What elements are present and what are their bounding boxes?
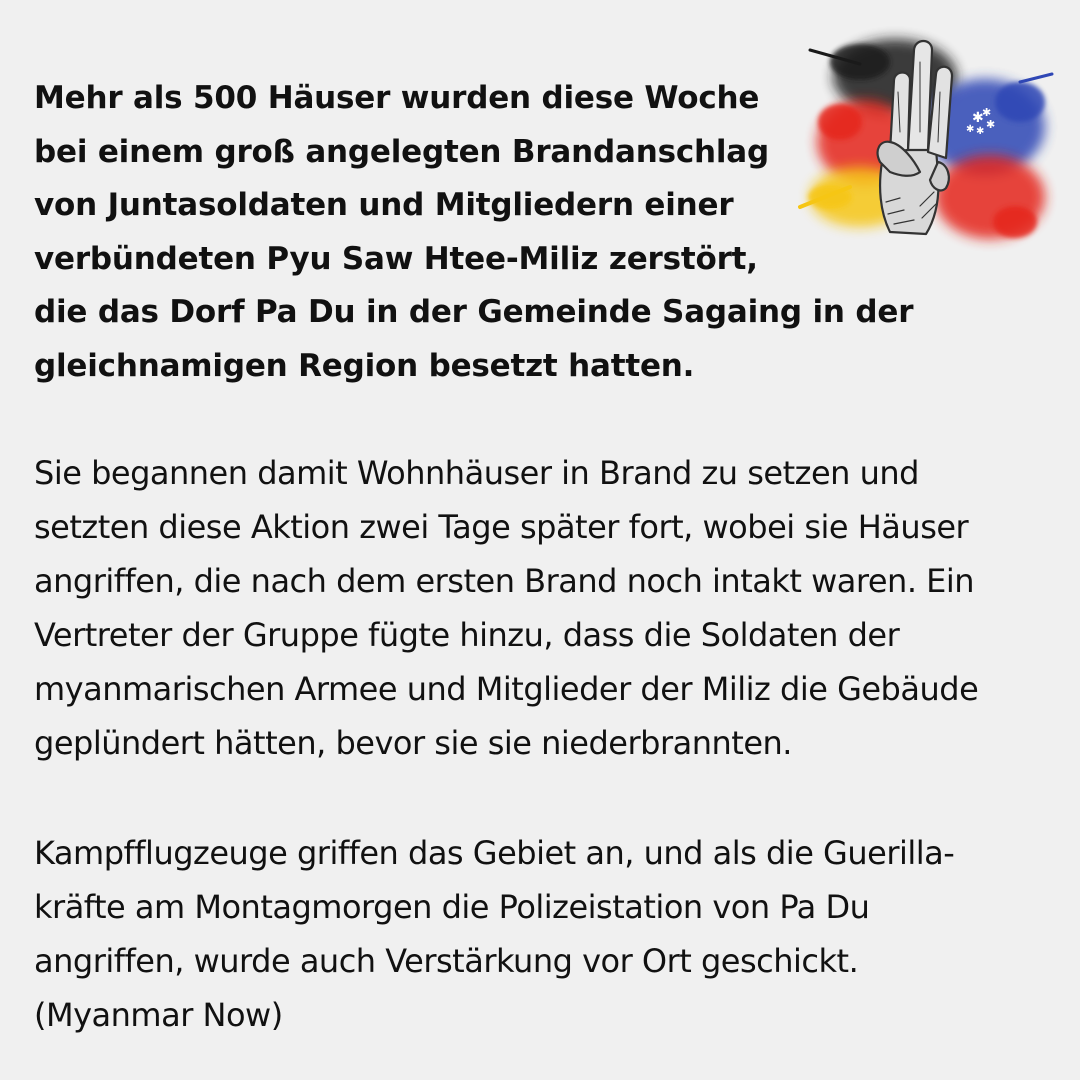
body-paragraph-2 bbox=[34, 826, 954, 1042]
headline-line: die das Dorf Pa Du in der Gemeinde Sagaing in der bbox=[34, 294, 914, 330]
headline-line: gleichnamigen Region besetzt hatten. bbox=[34, 347, 695, 384]
svg-text:✱: ✱ bbox=[982, 106, 992, 119]
three-finger-salute-icon bbox=[790, 22, 1060, 262]
svg-text:✱: ✱ bbox=[972, 110, 984, 126]
paragraph-line: kräfte am Montagmorgen die Polizeistation von Pa Du bbox=[34, 888, 870, 926]
source-credit: (Myanmar Now) bbox=[34, 996, 283, 1034]
paragraph-line: Kampfflugzeuge griffen das Gebiet an, und als die Guerilla- bbox=[34, 834, 955, 872]
headline-line: von Juntasoldaten und Mitgliedern einer bbox=[34, 187, 734, 223]
svg-text:✱: ✱ bbox=[976, 126, 985, 137]
paragraph-line: Sie begannen damit Wohnhäuser in Brand zu setzen und bbox=[34, 454, 919, 492]
svg-text:✱: ✱ bbox=[986, 118, 996, 131]
paragraph-line: myanmarischen Armee und Mitglieder der Miliz die Gebäude bbox=[34, 670, 979, 708]
paragraph-line: Vertreter der Gruppe fügte hinzu, dass die Soldaten der bbox=[34, 616, 900, 654]
headline-line: bei einem groß angelegten Brandanschlag bbox=[34, 133, 770, 170]
paragraph-line: setzten diese Aktion zwei Tage später fort, wobei sie Häuser bbox=[34, 508, 969, 546]
paragraph-line: angriffen, wurde auch Verstärkung vor Ort geschickt. bbox=[34, 942, 859, 980]
headline-line: Mehr als 500 Häuser wurden diese Woche bbox=[34, 80, 760, 116]
body-paragraph-1 bbox=[34, 446, 978, 770]
headline-line: verbündeten Pyu Saw Htee-Miliz zerstört, bbox=[34, 240, 758, 277]
svg-text:✱: ✱ bbox=[966, 124, 975, 135]
paragraph-line: geplündert hätten, bevor sie sie niederbrannten. bbox=[34, 724, 792, 762]
paragraph-line: angriffen, die nach dem ersten Brand noch intakt waren. Ein bbox=[34, 562, 975, 600]
